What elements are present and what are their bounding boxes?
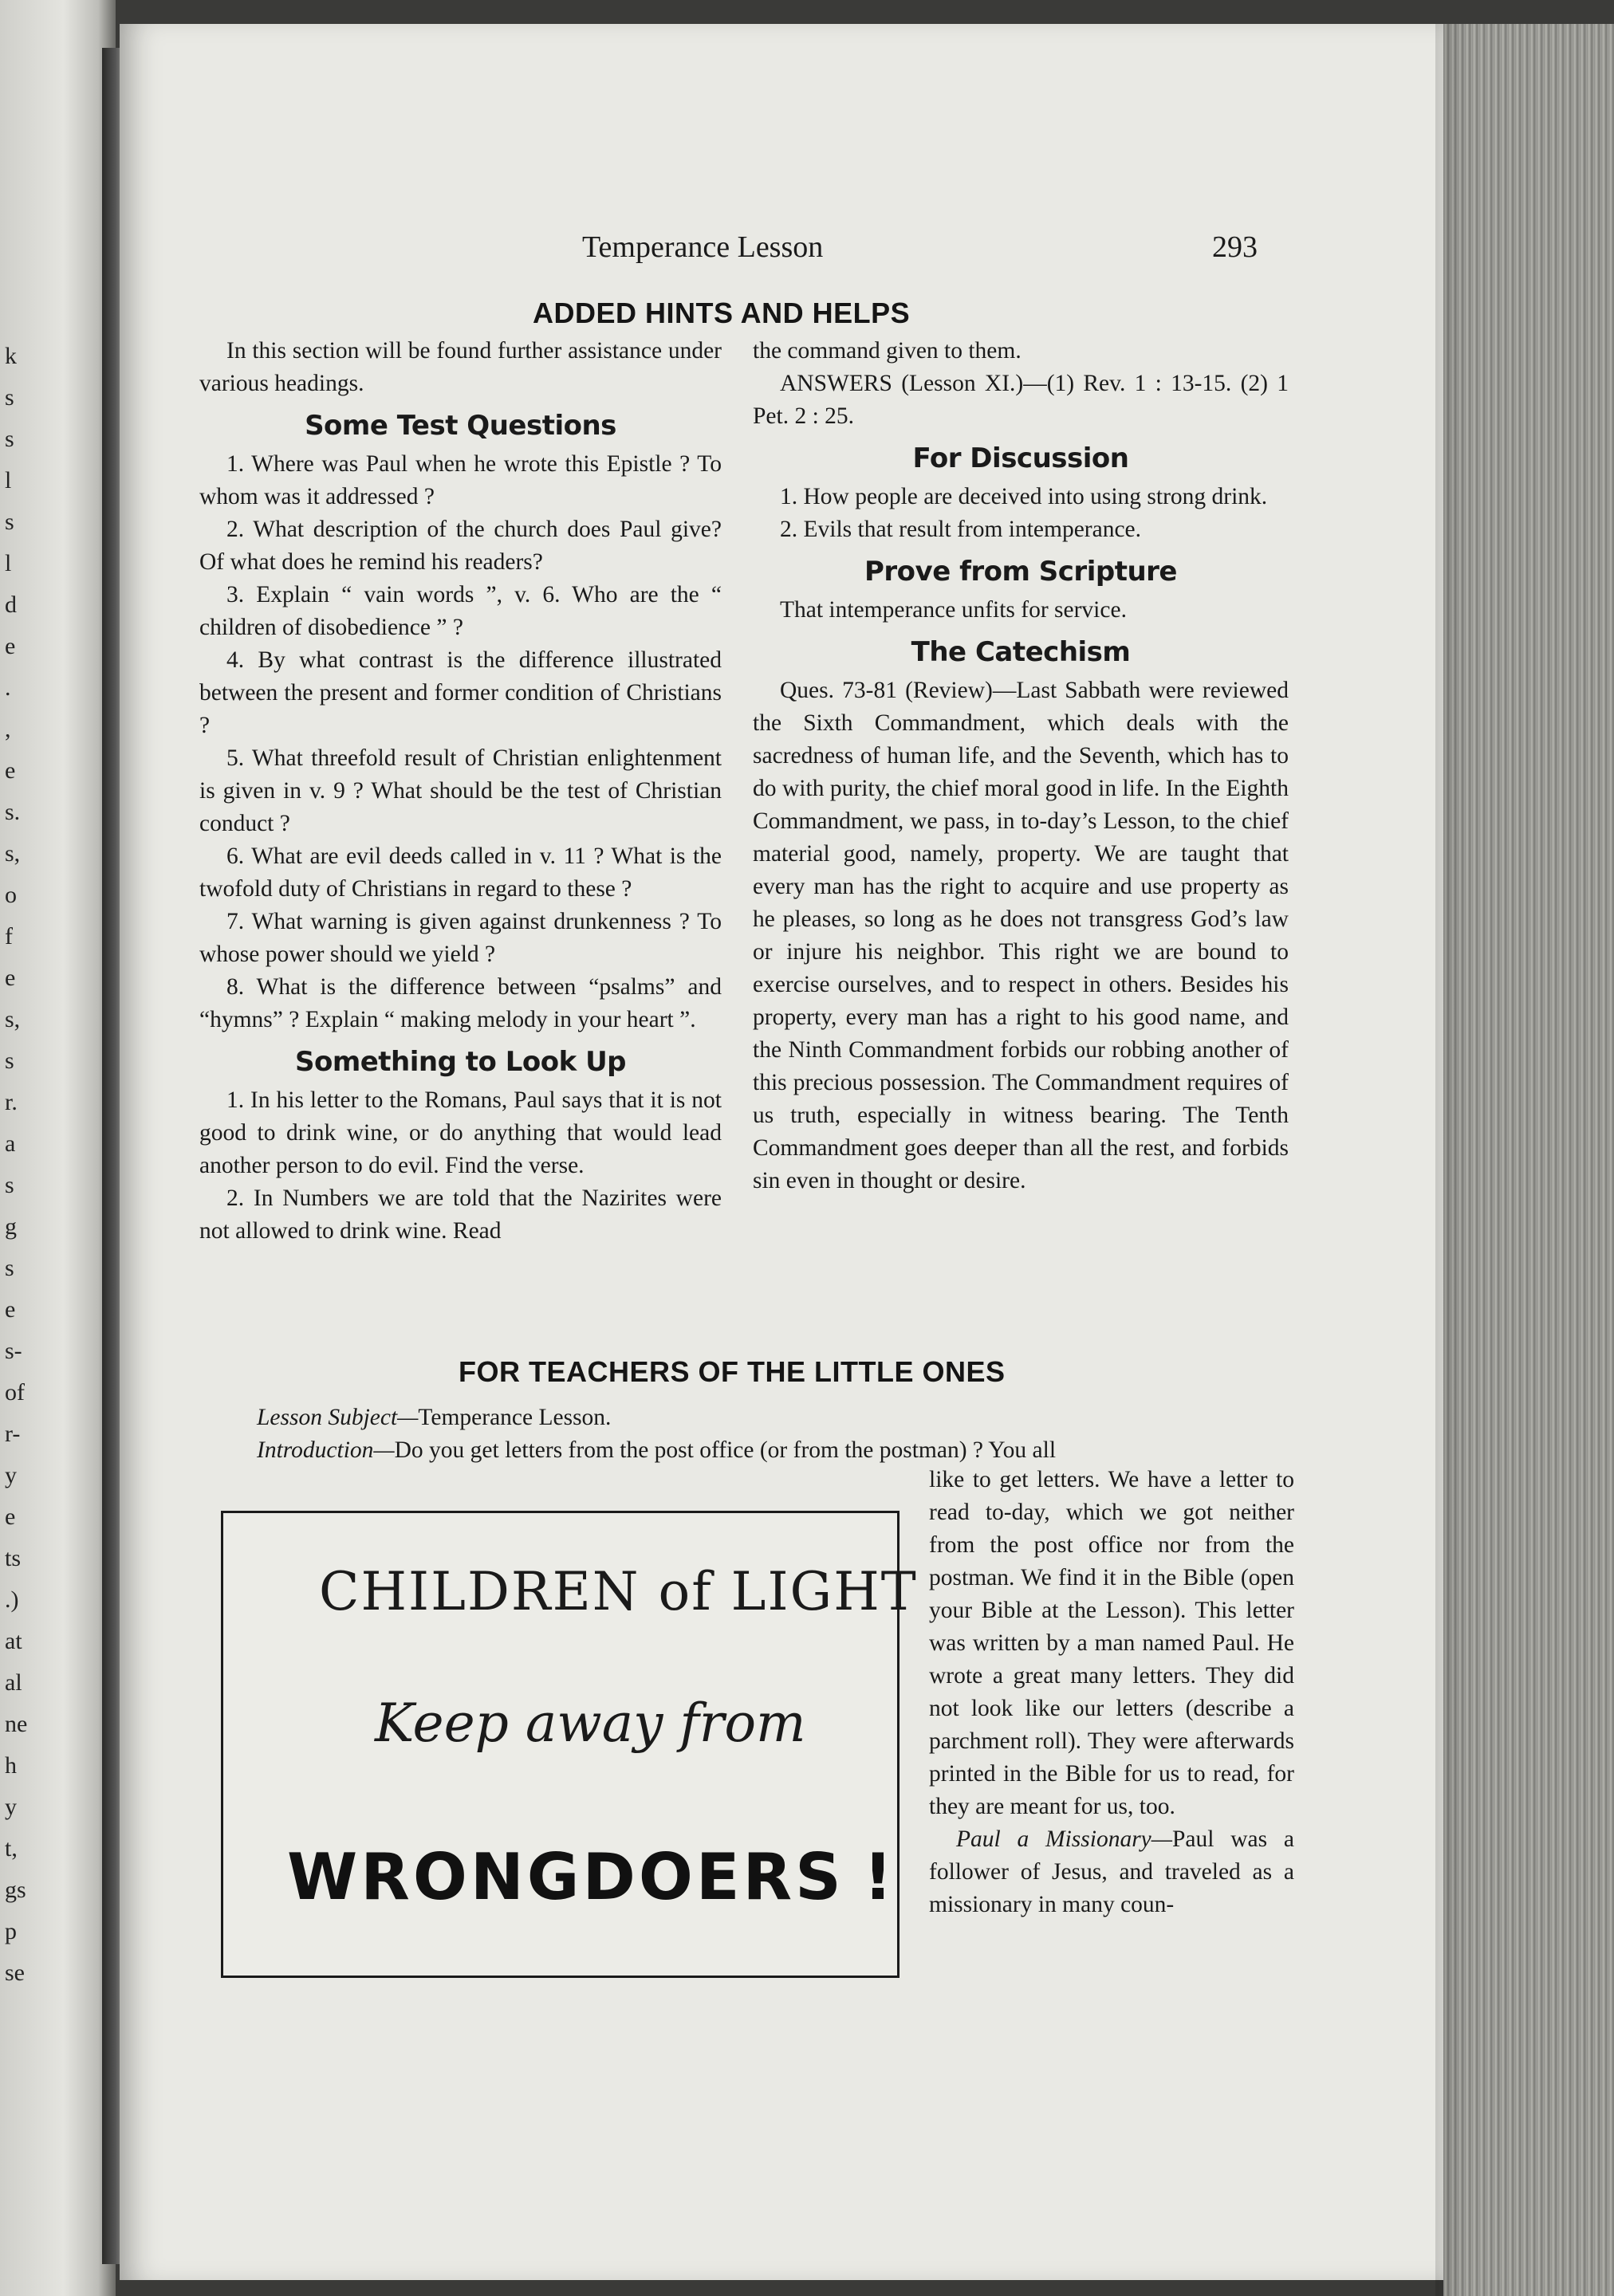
facing-page-fragment: al (5, 1669, 22, 1696)
facing-page-fragment: s, (5, 840, 21, 867)
paul-missionary (929, 1823, 1294, 1921)
facing-page-fragment: ne (5, 1711, 28, 1737)
introduction-text: Do you get letters from the post office (or from the postman) ? You all (394, 1437, 1057, 1463)
introduction-continued: like to get letters. We have a letter to read to-day, which we got neither from the post office nor from the postman. We find it in the Bible (open your Bible at the Lesson). This letter was written by a man named Paul. He wrote a great many letters. They did not look like our letters (describe a parchment roll). They were afterwards printed in the Bible for us to read, for they are meant for us, too. (929, 1467, 1294, 1819)
facing-page-fragment: e (5, 965, 16, 991)
discussion-item: 1. How people are deceived into using strong drink. (780, 484, 1268, 509)
discussion-item: 2. Evils that result from intemperance. (780, 517, 1142, 542)
facing-page-fragment: s (5, 509, 14, 535)
facing-page-fragment: s, (5, 1006, 21, 1032)
facing-page-fragment: s (5, 1255, 14, 1281)
test-question: 1. Where was Paul when he wrote this Epistle ? To whom was it addressed ? (199, 451, 722, 509)
test-question: 5. What threefold result of Christian enlightenment is given in v. 9 ? What should be the test of Christian conduct ? (199, 745, 722, 836)
catechism-text: Ques. 73-81 (Review)—Last Sabbath were reviewed the Sixth Commandment, which deals with the sacredness of human life, and the Seventh, which has to do with purity, the chief moral good in life. In the Eighth Commandment, we pass, in to-day’s Lesson, to the chief material good, namely, property. We are taught that every man has the right to acquire and use property as he pleases, so long as he does not transgress God’s law or injure his neighbor. This right we are bound to exercise ourselves, and to respect in others. Besides his property, every man has a right to his good name, and the Ninth Commandment forbids our robbing another of this precious possession. The Commandment requires of us truth, especially in witness bearing. The Tenth Commandment goes deeper than all the rest, and forbids sin even in thought or desire. (753, 678, 1289, 1193)
paul-missionary-label: Paul a Missionary— (956, 1826, 1173, 1852)
facing-page-fragment: ts (5, 1545, 22, 1571)
lesson-subject-label: Lesson Subject— (257, 1405, 419, 1430)
facing-page-fragment: k (5, 343, 17, 369)
lesson-subject-text: Temperance Lesson. (418, 1405, 612, 1430)
test-question: 8. What is the difference between “psalms” and “hymns” ? Explain “ making melody in your heart ”. (199, 974, 722, 1032)
little-ones-heading: FOR TEACHERS OF THE LITTLE ONES (459, 1355, 1006, 1388)
facing-page-fragment: p (5, 1918, 17, 1944)
facing-page-fragment: s- (5, 1338, 22, 1364)
introduction-first-line (257, 1434, 1293, 1467)
page-number: 293 (1212, 230, 1258, 264)
test-question: 7. What warning is given against drunkenness ? To whose power should we yield ? (199, 909, 722, 967)
facing-page-text-fragments (0, 0, 116, 2296)
prove-heading: Prove from Scripture (864, 556, 1177, 588)
facing-page-fragment: l (5, 467, 12, 493)
look-up-heading: Something to Look Up (294, 1046, 627, 1078)
facing-page-fragment: se (5, 1960, 25, 1986)
facing-page-fragment: r. (5, 1089, 18, 1115)
facing-page-fragment: g (5, 1213, 17, 1240)
test-question: 4. By what contrast is the difference illustrated between the present and former condition of Christians ? (199, 647, 722, 738)
facing-page-fragment: e (5, 1296, 16, 1323)
facing-page-fragment: .) (5, 1586, 19, 1613)
facing-page-fragment: at (5, 1628, 22, 1654)
facing-page-fragment: y (5, 1794, 17, 1820)
facing-page-fragment: gs (5, 1877, 26, 1903)
illustration-word: WRONGDOERS (287, 1840, 844, 1914)
hints-intro: In this section will be found further assistance under various headings. (199, 338, 722, 396)
answers: ANSWERS (Lesson XI.)—(1) Rev. 1 : 13-15. (2) 1 Pet. 2 : 25. (753, 371, 1289, 429)
facing-page-fragment: t, (5, 1835, 18, 1862)
page-edges (1443, 24, 1614, 2296)
facing-page-fragment: h (5, 1752, 17, 1779)
facing-page-fragment: e (5, 1504, 16, 1530)
facing-page-fragment: f (5, 923, 13, 949)
introduction-label: Introduction— (257, 1437, 395, 1463)
facing-page-fragment: y (5, 1462, 17, 1488)
hand-lettered-illustration (221, 1511, 918, 1978)
little-ones-intro (257, 1402, 1293, 1467)
facing-page-fragment: of (5, 1379, 25, 1406)
discussion-heading: For Discussion (912, 442, 1129, 474)
illustration-line-1: CHILDREN of LIGHT (319, 1561, 918, 1622)
catechism-heading: The Catechism (911, 636, 1131, 668)
lesson-subject (257, 1402, 1293, 1434)
test-question: 3. Explain “ vain words ”, v. 6. Who are the “ children of disobedience ” ? (199, 582, 722, 640)
look-up-item: 2. In Numbers we are told that the Nazirites were not allowed to drink wine. Read (199, 1185, 722, 1244)
little-ones-wrapped-text (929, 1464, 1294, 1921)
facing-page-fragment: . (5, 674, 11, 701)
facing-page-fragment: s (5, 426, 14, 452)
left-column (199, 335, 722, 1248)
facing-page-fragment: e (5, 633, 16, 659)
page-edge-shadow (1435, 24, 1467, 2296)
right-column (753, 335, 1289, 1197)
facing-page-fragment: , (5, 716, 11, 742)
facing-page-fragment: s (5, 1048, 14, 1074)
facing-page-fragment: s (5, 384, 14, 411)
test-question: 2. What description of the church does Paul give? Of what does he remind his readers? (199, 517, 722, 575)
paul-missionary-text: Paul was a follower of Jesus, and traveled as a missionary in many coun- (929, 1826, 1294, 1917)
facing-page-fragment: r- (5, 1421, 21, 1447)
look-up-item: 1. In his letter to the Romans, Paul says that it is not good to drink wine, or do anything that would lead another person to do evil. Find the verse. (199, 1087, 722, 1178)
illustration-line-3 (287, 1840, 896, 1914)
illustration-exclamation: ! (863, 1840, 896, 1914)
illustration-line-2: Keep away from (375, 1693, 806, 1754)
facing-page-fragment: a (5, 1130, 16, 1157)
look-up-continuation: the command given to them. (753, 338, 1022, 364)
prove-text: That intemperance unfits for service. (780, 597, 1127, 623)
test-question: 6. What are evil deeds called in v. 11 ? What is the twofold duty of Christians in regard to these ? (199, 843, 722, 902)
hints-heading: ADDED HINTS AND HELPS (533, 297, 911, 329)
facing-page-fragment: o (5, 882, 17, 908)
facing-page-fragment: s (5, 1172, 14, 1198)
facing-page-fragment: d (5, 592, 17, 618)
facing-page-fragment: s. (5, 799, 21, 825)
facing-page-fragment: l (5, 550, 12, 576)
test-questions-heading: Some Test Questions (305, 410, 616, 442)
facing-page-fragment: e (5, 757, 16, 784)
running-head: Temperance Lesson (582, 230, 824, 264)
